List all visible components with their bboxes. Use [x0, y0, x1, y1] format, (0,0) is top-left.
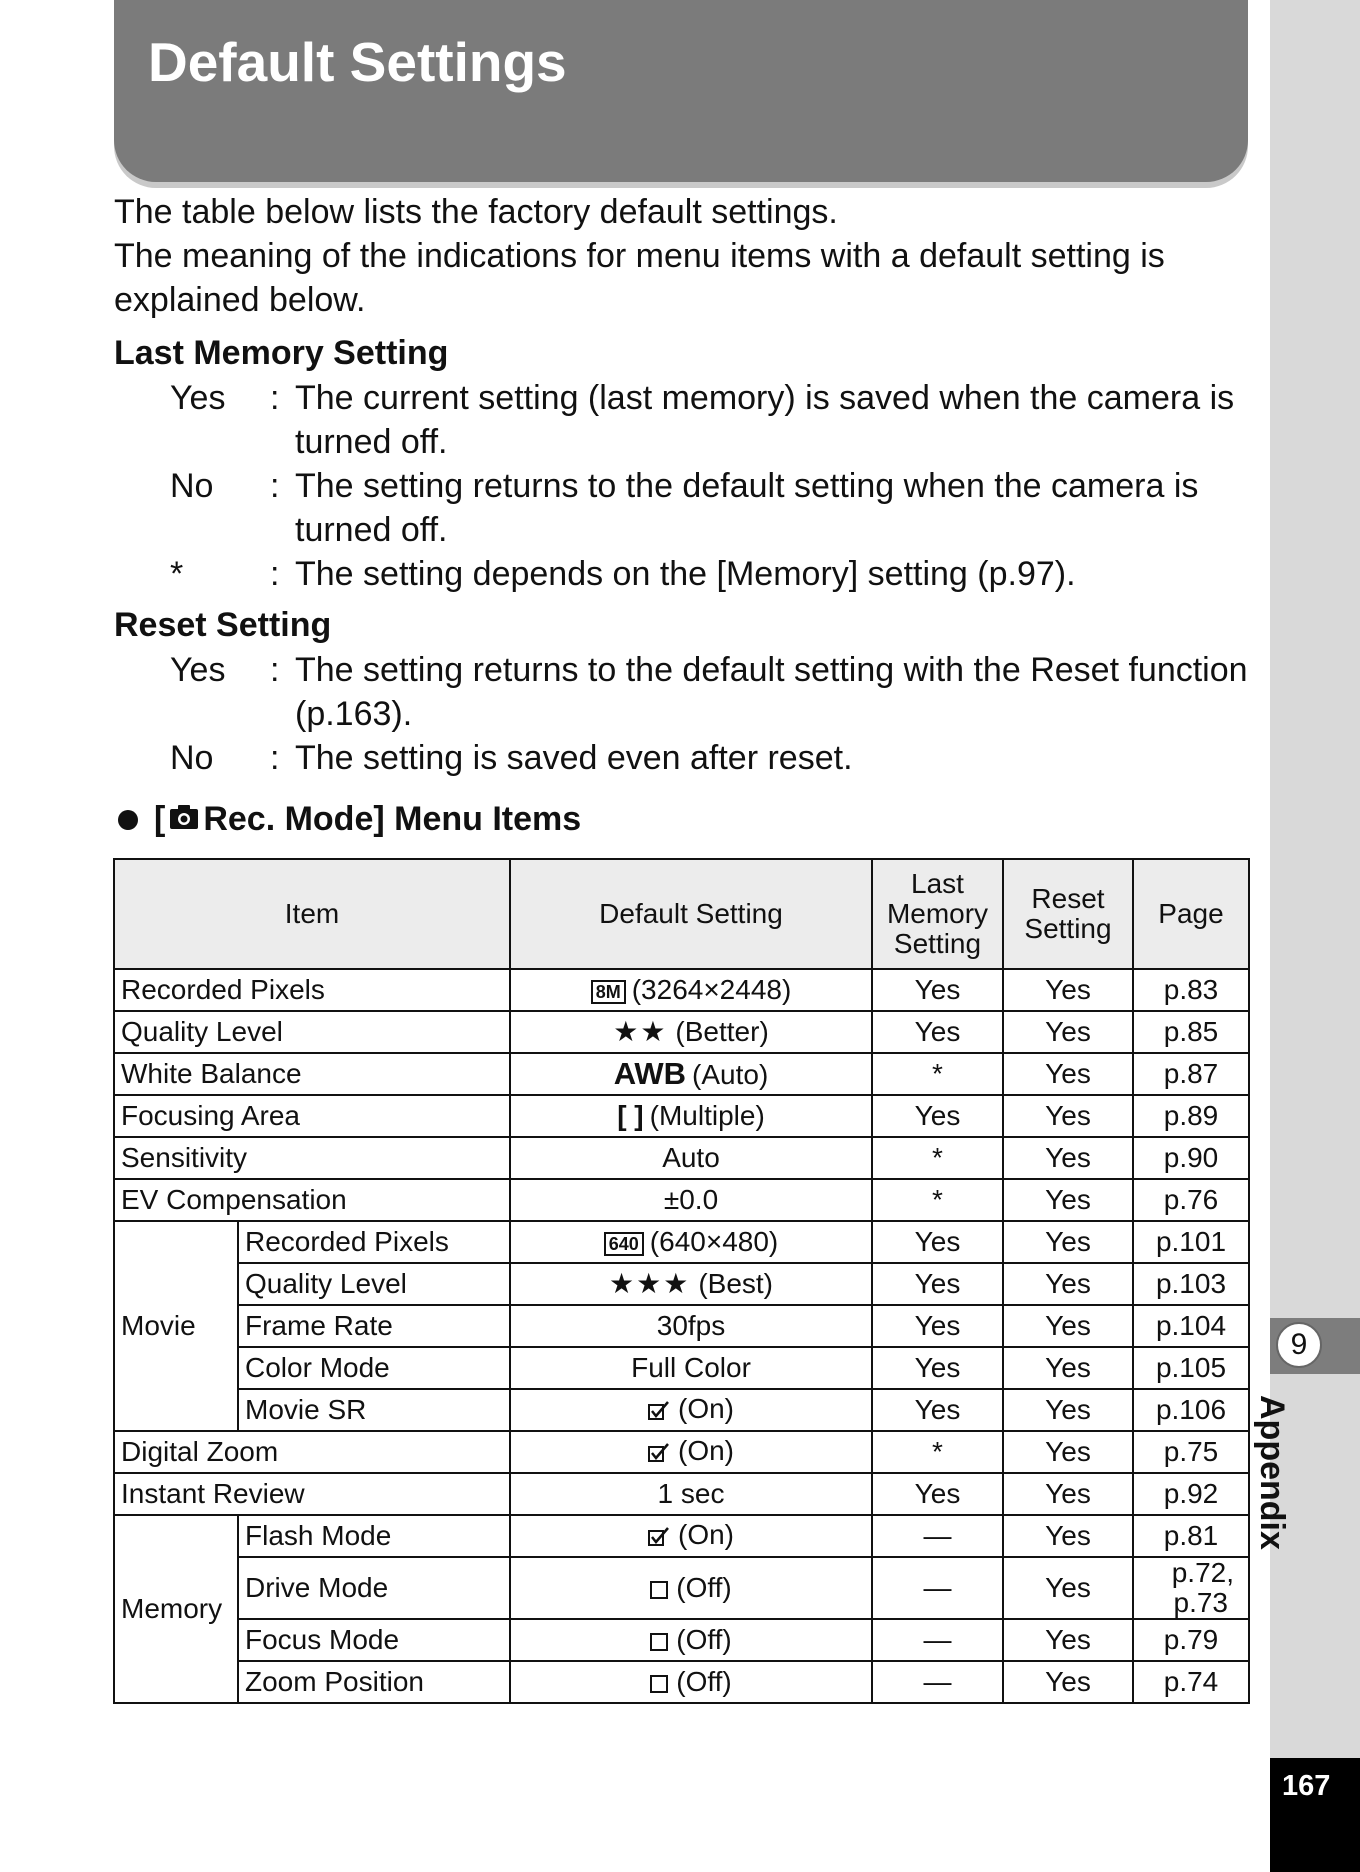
- intro-line-1: The table below lists the factory default settings.: [114, 193, 838, 231]
- page-number: 167: [1282, 1770, 1331, 1802]
- checkbox-checked-icon: [648, 1396, 670, 1426]
- default-cell: Full Color: [510, 1347, 872, 1389]
- chapter-label: Appendix: [1253, 1395, 1291, 1550]
- last-memory-cell: Yes: [872, 1095, 1003, 1137]
- default-cell: [510, 1263, 872, 1305]
- checkbox-checked-icon: [648, 1438, 670, 1468]
- definition-text: The setting depends on the [Memory] setting (p.97).: [295, 555, 1076, 593]
- last-memory-cell: —: [872, 1619, 1003, 1661]
- item-cell: Recorded Pixels: [238, 1221, 510, 1263]
- reset-cell: Yes: [1003, 1263, 1133, 1305]
- bullet-icon: [118, 810, 138, 830]
- last-memory-cell: *: [872, 1431, 1003, 1473]
- default-cell: [510, 1095, 872, 1137]
- page-cell: p.87: [1133, 1053, 1249, 1095]
- default-cell: [510, 1431, 872, 1473]
- item-cell: Frame Rate: [238, 1305, 510, 1347]
- default-cell: Auto: [510, 1137, 872, 1179]
- reset-cell: Yes: [1003, 1515, 1133, 1557]
- page-title: Default Settings: [148, 31, 567, 93]
- reset-cell: Yes: [1003, 1619, 1133, 1661]
- item-cell: Drive Mode: [238, 1557, 510, 1619]
- page-cell: p.92: [1133, 1473, 1249, 1515]
- group-memory: Memory: [114, 1515, 238, 1703]
- default-value: (Auto): [692, 1058, 769, 1090]
- reset-cell: Yes: [1003, 1389, 1133, 1431]
- page-cell: p.74: [1133, 1661, 1249, 1703]
- item-cell: Sensitivity: [114, 1137, 510, 1179]
- checkbox-empty-icon: [650, 1633, 668, 1651]
- default-cell: [510, 1011, 872, 1053]
- group-movie: Movie: [114, 1221, 238, 1431]
- header-last-memory: Last Memory Setting: [872, 859, 1003, 969]
- last-memory-cell: Yes: [872, 1011, 1003, 1053]
- reset-cell: Yes: [1003, 1137, 1133, 1179]
- last-memory-cell: Yes: [872, 1389, 1003, 1431]
- item-cell: Recorded Pixels: [114, 969, 510, 1011]
- page-cell: p.101: [1133, 1221, 1249, 1263]
- page-cell: p.76: [1133, 1179, 1249, 1221]
- reset-cell: Yes: [1003, 1557, 1133, 1619]
- intro-text: [114, 190, 1254, 322]
- default-cell: [510, 1619, 872, 1661]
- last-memory-cell: *: [872, 1053, 1003, 1095]
- quality-stars-icon: ★★★: [609, 1268, 691, 1299]
- item-cell: Quality Level: [238, 1263, 510, 1305]
- reset-cell: Yes: [1003, 1053, 1133, 1095]
- page-cell: p.81: [1133, 1515, 1249, 1557]
- last-memory-cell: Yes: [872, 1263, 1003, 1305]
- definition-text: The setting returns to the default setting with the Reset function (p.163).: [295, 651, 1248, 733]
- reset-cell: Yes: [1003, 1179, 1133, 1221]
- item-cell: EV Compensation: [114, 1179, 510, 1221]
- definition-colon: :: [270, 555, 280, 593]
- default-value: (On): [678, 1393, 734, 1425]
- definition-key: Yes: [170, 651, 226, 689]
- reset-heading: Reset Setting: [114, 606, 332, 644]
- default-value: (3264×2448): [631, 974, 792, 1005]
- table-row: [114, 1347, 1249, 1389]
- default-value: (Multiple): [649, 1100, 765, 1131]
- reset-cell: Yes: [1003, 1221, 1133, 1263]
- table-row: [114, 1389, 1249, 1431]
- reset-cell: Yes: [1003, 1661, 1133, 1703]
- default-cell: 1 sec: [510, 1473, 872, 1515]
- reset-cell: Yes: [1003, 1305, 1133, 1347]
- checkbox-empty-icon: [650, 1581, 668, 1599]
- table-row: [114, 1095, 1249, 1137]
- default-cell: [510, 1661, 872, 1703]
- chapter-number: 9: [1276, 1322, 1322, 1368]
- page-cell: p.83: [1133, 969, 1249, 1011]
- default-cell: [510, 969, 872, 1011]
- definition-colon: :: [270, 739, 280, 777]
- default-settings-table: [113, 858, 1250, 1704]
- page-cell: p.105: [1133, 1347, 1249, 1389]
- default-cell: [510, 1221, 872, 1263]
- item-cell: Digital Zoom: [114, 1431, 510, 1473]
- page-cell: p.103: [1133, 1263, 1249, 1305]
- page-cell: p.79: [1133, 1619, 1249, 1661]
- item-cell: Quality Level: [114, 1011, 510, 1053]
- table-row: [114, 1053, 1249, 1095]
- table-row: [114, 1263, 1249, 1305]
- page-cell: p.106: [1133, 1389, 1249, 1431]
- item-cell: Movie SR: [238, 1389, 510, 1431]
- rec-mode-menu-heading: [118, 800, 581, 839]
- page-cell: [1133, 1557, 1249, 1619]
- default-value: (Off): [676, 1572, 732, 1603]
- reset-cell: Yes: [1003, 1347, 1133, 1389]
- last-memory-cell: —: [872, 1661, 1003, 1703]
- reset-cell: Yes: [1003, 1431, 1133, 1473]
- default-value: (On): [678, 1519, 734, 1551]
- item-cell: Focus Mode: [238, 1619, 510, 1661]
- page-line-1: p.72,: [1171, 1557, 1234, 1588]
- heading-text: Rec. Mode] Menu Items: [203, 800, 582, 838]
- last-memory-cell: —: [872, 1557, 1003, 1619]
- reset-cell: Yes: [1003, 1011, 1133, 1053]
- default-cell: [510, 1515, 872, 1557]
- quality-stars-icon: ★★: [613, 1016, 668, 1047]
- definition-key: No: [170, 467, 214, 505]
- table-row: [114, 1011, 1249, 1053]
- pixels-640-icon: 640: [604, 1232, 644, 1256]
- table-row: [114, 1557, 1249, 1619]
- header-default-setting: Default Setting: [510, 859, 872, 969]
- page-cell: p.85: [1133, 1011, 1249, 1053]
- default-value: (On): [678, 1435, 734, 1467]
- default-value: (Better): [675, 1016, 769, 1047]
- page-cell: p.104: [1133, 1305, 1249, 1347]
- page-cell: p.75: [1133, 1431, 1249, 1473]
- item-cell: Color Mode: [238, 1347, 510, 1389]
- definition-colon: :: [270, 379, 280, 417]
- default-value: (Off): [676, 1624, 732, 1655]
- default-cell: [510, 1389, 872, 1431]
- table-row: [114, 1305, 1249, 1347]
- side-strip: [1270, 0, 1360, 1872]
- default-value: (640×480): [649, 1226, 779, 1257]
- last-memory-cell: Yes: [872, 1473, 1003, 1515]
- reset-cell: Yes: [1003, 1095, 1133, 1137]
- header-item: Item: [114, 859, 510, 969]
- definition-text: The setting returns to the default setting when the camera is turned off.: [295, 467, 1199, 549]
- table-row: [114, 1179, 1249, 1221]
- definition-colon: :: [270, 467, 280, 505]
- header-reset: Reset Setting: [1003, 859, 1133, 969]
- checkbox-empty-icon: [650, 1675, 668, 1693]
- item-cell: Instant Review: [114, 1473, 510, 1515]
- last-memory-cell: Yes: [872, 1305, 1003, 1347]
- table-row: [114, 1221, 1249, 1263]
- header-page: Page: [1133, 859, 1249, 969]
- default-value: (Off): [676, 1666, 732, 1697]
- table-row: [114, 1515, 1249, 1557]
- last-memory-cell: Yes: [872, 1221, 1003, 1263]
- default-cell: [510, 1557, 872, 1619]
- reset-cell: Yes: [1003, 1473, 1133, 1515]
- last-memory-cell: Yes: [872, 1347, 1003, 1389]
- default-cell: 30fps: [510, 1305, 872, 1347]
- item-cell: Flash Mode: [238, 1515, 510, 1557]
- camera-icon: [169, 800, 199, 839]
- last-memory-cell: *: [872, 1179, 1003, 1221]
- item-cell: Focusing Area: [114, 1095, 510, 1137]
- checkbox-checked-icon: [648, 1522, 670, 1552]
- table-row: [114, 1619, 1249, 1661]
- page-cell: p.90: [1133, 1137, 1249, 1179]
- definition-key: No: [170, 739, 214, 777]
- intro-line-2: The meaning of the indications for menu items with a default setting is explained below.: [114, 237, 1165, 319]
- table-row: [114, 1137, 1249, 1179]
- default-cell: ±0.0: [510, 1179, 872, 1221]
- table-header-row: [114, 859, 1249, 969]
- table-row: [114, 1661, 1249, 1703]
- awb-icon: AWB: [613, 1055, 687, 1091]
- heading-bracket: [: [154, 800, 166, 838]
- last-memory-cell: —: [872, 1515, 1003, 1557]
- last-memory-cell: Yes: [872, 969, 1003, 1011]
- item-cell: Zoom Position: [238, 1661, 510, 1703]
- last-memory-heading: Last Memory Setting: [114, 334, 449, 372]
- table-row: [114, 1431, 1249, 1473]
- definition-colon: :: [270, 651, 280, 689]
- definition-key: Yes: [170, 379, 226, 417]
- focus-area-multiple-icon: [ ]: [617, 1100, 644, 1131]
- default-value: (Best): [698, 1268, 773, 1299]
- table-row: [114, 969, 1249, 1011]
- reset-cell: Yes: [1003, 969, 1133, 1011]
- table-row: [114, 1473, 1249, 1515]
- item-cell: White Balance: [114, 1053, 510, 1095]
- default-cell: [510, 1053, 872, 1095]
- last-memory-cell: *: [872, 1137, 1003, 1179]
- page-cell: p.89: [1133, 1095, 1249, 1137]
- definition-key: *: [170, 555, 184, 593]
- definition-text: The setting is saved even after reset.: [295, 739, 853, 777]
- definition-text: The current setting (last memory) is saved when the camera is turned off.: [295, 379, 1235, 461]
- pixels-8m-icon: 8M: [591, 980, 626, 1004]
- page-line-2: p.73: [1173, 1587, 1228, 1618]
